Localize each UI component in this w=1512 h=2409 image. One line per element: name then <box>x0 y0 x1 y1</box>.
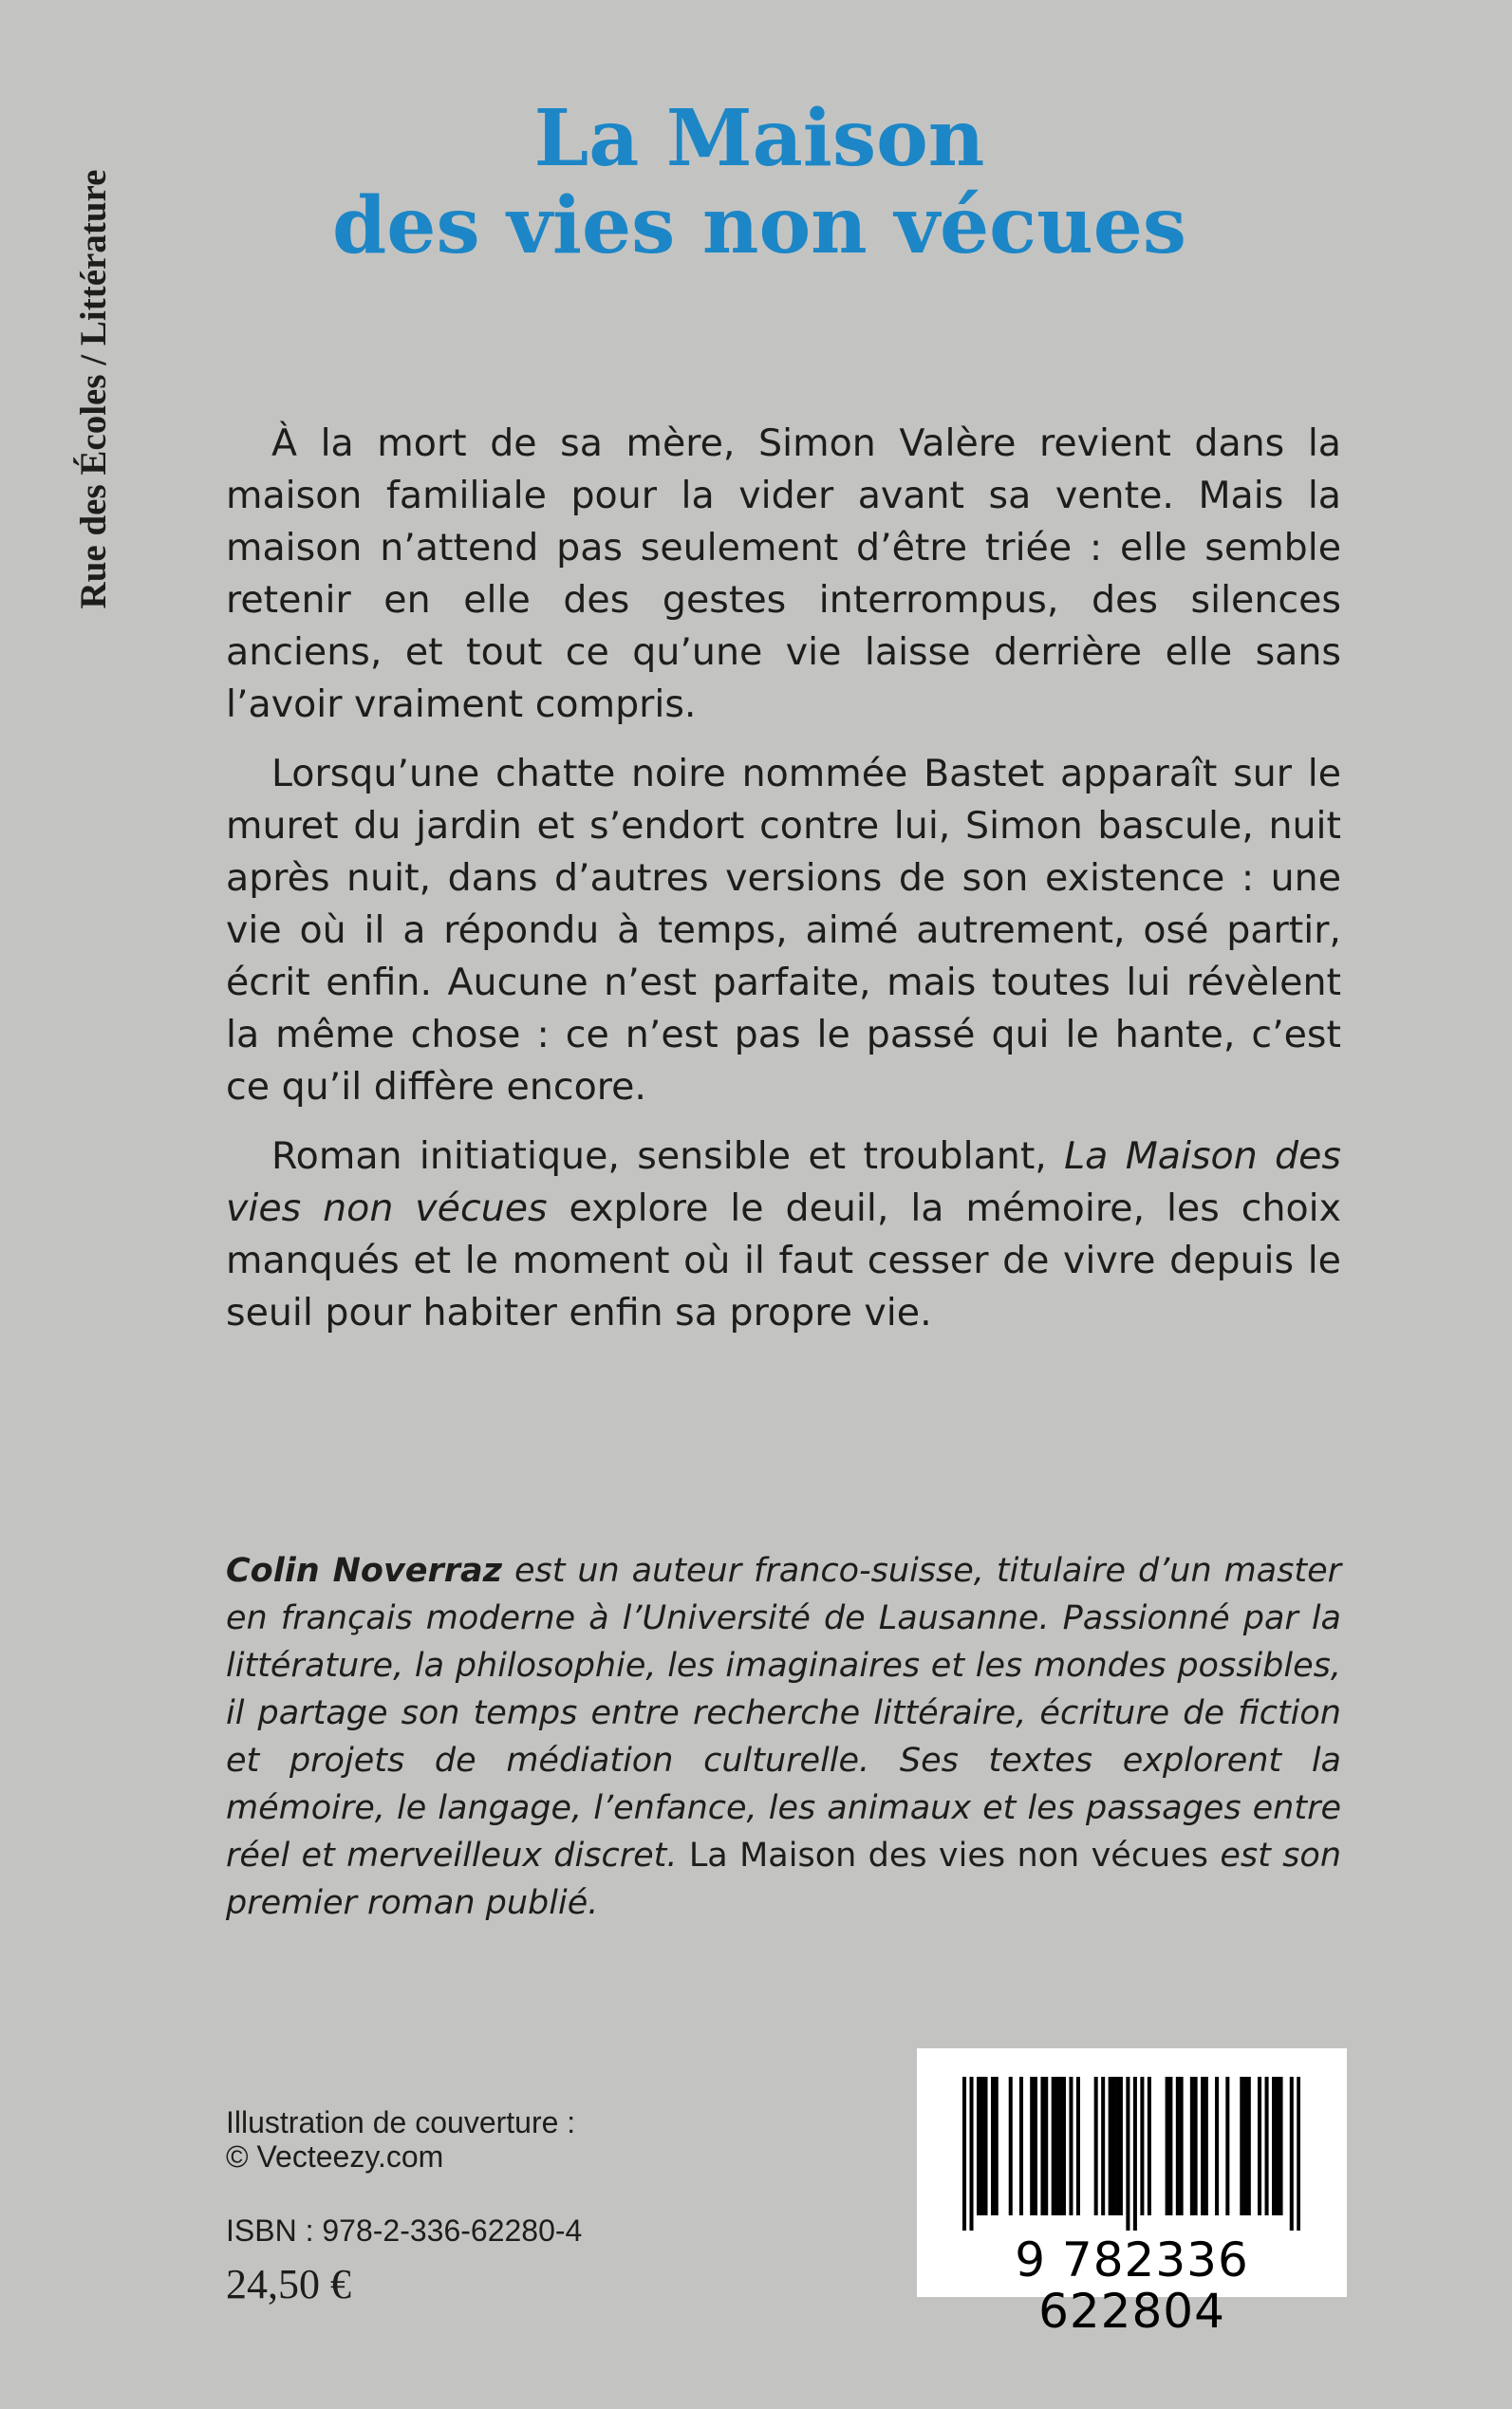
barcode-bar <box>980 2077 984 2215</box>
barcode <box>917 2048 1347 2339</box>
author-bio-text-1: est un auteur franco-suisse, titulaire d’un master en français moderne à l’Université de Lausanne. Passionné par la littérature, la philosophie, les imaginaires et les mondes possibles, il partage son temps entre recherche littéraire, écriture de fiction et projets de médiation culturelle. Ses textes explorent la mémoire, le langage, l’enfance, les animaux et les passages entre réel et merveilleux discret. <box>226 1552 1341 1875</box>
barcode-bar <box>1115 2077 1119 2215</box>
barcode-bar <box>983 2077 987 2215</box>
barcode-bar <box>969 2077 973 2231</box>
barcode-bar <box>1148 2077 1151 2215</box>
barcode-bar <box>1265 2077 1269 2215</box>
synopsis-p3-title: La Maison des vies non vécues <box>226 1134 1341 1230</box>
barcode-bar <box>1111 2077 1115 2215</box>
barcode-bar <box>1243 2077 1247 2215</box>
synopsis-paragraph-2: Lorsqu’une chatte noire nommée Bastet apparaît sur le muret du jardin et s’endort contre lui, Simon bascule, nuit après nuit, dans d’autres versions de son existence : une vie où il a répondu à temps, aimé autrement, osé partir, écrit enfin. Aucune n’est parfaite, mais toutes lui révèlent la même chose : ce n’est pas le passé qui le hante, c’est ce qu’il diffère encore. <box>226 752 1341 1109</box>
barcode-bar <box>1276 2077 1279 2215</box>
barcode-bar <box>1119 2077 1123 2215</box>
barcode-bar <box>1109 2077 1112 2215</box>
barcode-bar <box>1030 2077 1034 2215</box>
synopsis-p3-rest: explore le deuil, la mémoire, les choix manqués et le moment où il faut cesser de vivre depuis le seuil pour habiter enfin sa propre vie. <box>226 1186 1341 1335</box>
author-bio <box>226 1547 1341 1927</box>
barcode-bar <box>1180 2077 1184 2215</box>
price-label: 24,50 € <box>226 2261 351 2307</box>
barcode-bar <box>1176 2077 1180 2215</box>
barcode-bar <box>1069 2077 1073 2215</box>
barcode-bar <box>1009 2077 1013 2215</box>
barcode-digits: 9 782336 622804 <box>1015 2232 1249 2339</box>
author-bio-book-title: La Maison des vies non vécues <box>688 1837 1209 1875</box>
book-title-line-2: des vies non vécues <box>331 180 1187 271</box>
barcode-bar <box>962 2077 966 2231</box>
barcode-bar <box>1247 2077 1251 2215</box>
barcode-bar <box>1140 2077 1144 2215</box>
credit-line-2: © Vecteezy.com <box>226 2139 444 2174</box>
barcode-bar <box>995 2077 999 2215</box>
cover-illustration-credit <box>226 2105 575 2174</box>
barcode-bar <box>1215 2077 1219 2215</box>
credit-line-1: Illustration de couverture : <box>226 2105 576 2139</box>
barcode-bar <box>1055 2077 1058 2215</box>
book-title <box>190 95 1329 270</box>
barcode-bar <box>1272 2077 1276 2215</box>
barcode-bar <box>1076 2077 1080 2215</box>
barcode-bar <box>1190 2077 1194 2215</box>
barcode-bar <box>1019 2077 1023 2215</box>
barcode-bar <box>1290 2077 1294 2231</box>
barcode-bar <box>1052 2077 1055 2215</box>
barcode-bar <box>1279 2077 1283 2215</box>
book-title-line-1: La Maison <box>533 93 985 184</box>
barcode-bar <box>991 2077 995 2215</box>
barcode-bar <box>1058 2077 1062 2215</box>
synopsis-paragraph-3 <box>226 1130 1341 1339</box>
barcode-bar <box>1240 2077 1243 2215</box>
barcode-bar <box>1204 2077 1208 2215</box>
barcode-bar <box>1062 2077 1066 2215</box>
isbn-label: ISBN : 978-2-336-62280-4 <box>226 2213 583 2248</box>
barcode-bar <box>1166 2077 1169 2215</box>
barcode-bar <box>1040 2077 1044 2215</box>
barcode-bar <box>1258 2077 1261 2215</box>
barcode-bar <box>1201 2077 1204 2215</box>
author-bio-text-2: est son premier roman publié. <box>226 1837 1341 1922</box>
synopsis-paragraph-1: À la mort de sa mère, Simon Valère revient dans la maison familiale pour la vider avant sa vente. Mais la maison n’attend pas seulement d’être triée : elle semble retenir en elle des gestes interrompus, des silences anciens, et tout ce qu’une vie laisse derrière elle sans l’avoir vraiment compris. <box>226 421 1341 726</box>
barcode-bar <box>1168 2077 1172 2215</box>
synopsis-p3-lead: Roman initiatique, sensible et troublant, <box>271 1134 1065 1178</box>
barcode-bar <box>1133 2077 1137 2231</box>
barcode-bars <box>962 2077 1300 2231</box>
barcode-bar <box>1297 2077 1300 2231</box>
barcode-bar <box>1094 2077 1098 2215</box>
barcode-bar <box>1044 2077 1048 2215</box>
barcode-bar <box>1225 2077 1229 2215</box>
synopsis <box>226 418 1341 1356</box>
spine-collection-label: Rue des Écoles / Littérature <box>73 169 114 609</box>
author-name: Colin Noverraz <box>226 1552 503 1590</box>
barcode-bar <box>1126 2077 1129 2231</box>
barcode-bar <box>1101 2077 1105 2215</box>
barcode-bar <box>977 2077 980 2215</box>
barcode-bar <box>1194 2077 1198 2215</box>
barcode-bar <box>1034 2077 1037 2215</box>
